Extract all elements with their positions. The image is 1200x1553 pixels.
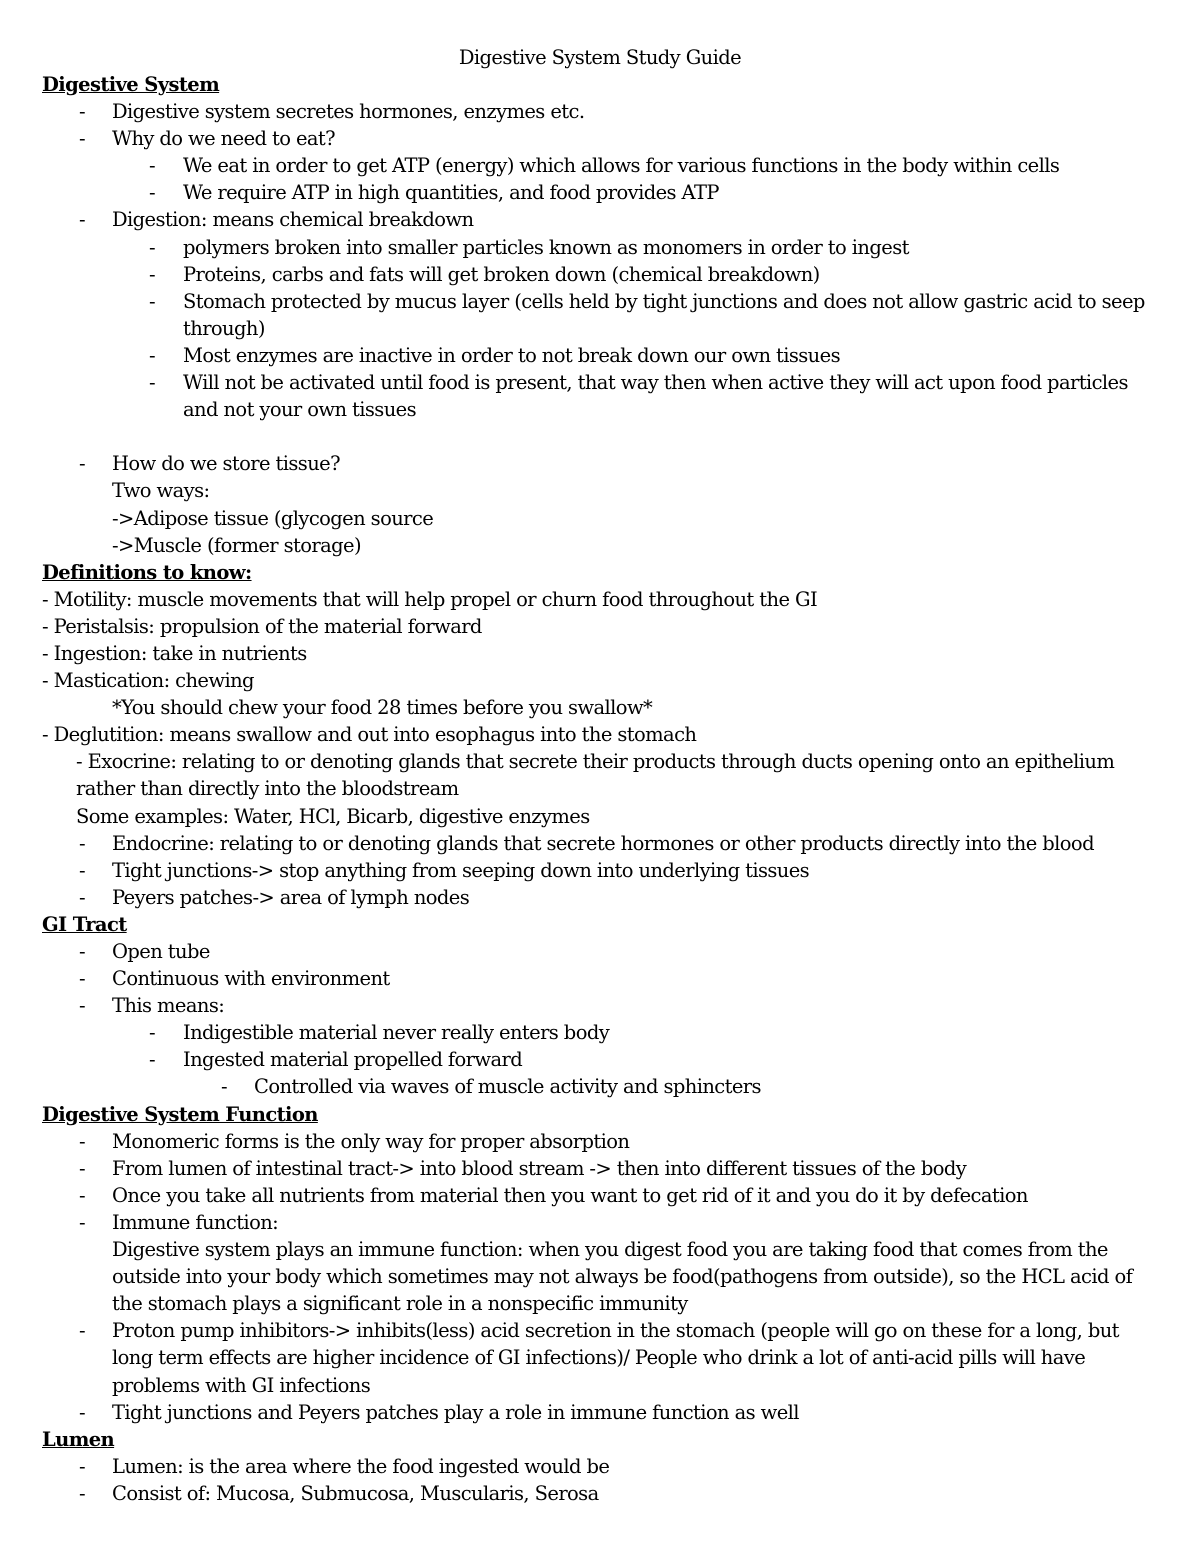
definition-item: - Mastication: chewing	[42, 669, 254, 693]
definition-note: *You should chew your food 28 times before you swallow*	[112, 696, 653, 720]
definition-note: Some examples: Water, HCl, Bicarb, digestive enzymes	[76, 804, 590, 828]
bullet-continuation: Two ways:	[112, 479, 210, 503]
bullet-item: - Digestion: means chemical breakdown	[42, 206, 1167, 233]
definition-item: - Exocrine: relating to or denoting glands that secrete their products through ducts opening onto an epithelium	[76, 750, 1115, 774]
sub-sub-bullet-item: - Controlled via waves of muscle activity and sphincters	[42, 1073, 1167, 1100]
definition-item: - Deglutition: means swallow and out into esophagus into the stomach	[42, 723, 697, 747]
bullet-continuation: ->Adipose tissue (glycogen source	[112, 506, 434, 530]
bullet-continuation: problems with GI infections	[112, 1373, 371, 1397]
sub-bullet-item: - Stomach protected by mucus layer (cells held by tight junctions and does not allow gastric acid to seep	[42, 288, 1167, 315]
document-body	[42, 71, 1167, 1507]
bullet-item: - This means:	[42, 992, 1167, 1019]
section-heading-gi-tract: GI Tract	[42, 912, 127, 936]
section-heading-digestive-system: Digestive System	[42, 73, 220, 96]
definition-item: - Peristalsis: propulsion of the material forward	[42, 614, 482, 638]
sub-bullet-item: - Ingested material propelled forward	[42, 1046, 1167, 1073]
blank-line	[42, 423, 1167, 450]
bullet-item: - Digestive system secretes hormones, enzymes etc.	[42, 98, 1167, 125]
bullet-continuation: ->Muscle (former storage)	[112, 533, 361, 557]
bullet-item: - Continuous with environment	[42, 965, 1167, 992]
bullet-item: - Tight junctions-> stop anything from seeping down into underlying tissues	[42, 857, 1167, 884]
sub-bullet-item: - Will not be activated until food is present, that way then when active they will act upon food particles	[42, 369, 1167, 396]
sub-bullet-item: - We require ATP in high quantities, and food provides ATP	[42, 179, 1167, 206]
definition-continuation: rather than directly into the bloodstream	[76, 777, 459, 801]
definition-item: - Motility: muscle movements that will help propel or churn food throughout the GI	[42, 587, 818, 611]
document-title: Digestive System Study Guide	[458, 46, 742, 69]
bullet-continuation: Digestive system plays an immune function: when you digest food you are taking food that comes from the	[112, 1238, 1108, 1262]
section-heading-lumen: Lumen	[42, 1427, 115, 1451]
bullet-item: - Monomeric forms is the only way for proper absorption	[42, 1128, 1167, 1155]
bullet-continuation: outside into your body which sometimes may not always be food(pathogens from outside), so the HCL acid of	[112, 1265, 1133, 1289]
sub-bullet-item: - Proteins, carbs and fats will get broken down (chemical breakdown)	[42, 261, 1167, 288]
bullet-item: - How do we store tissue?	[42, 450, 1167, 477]
sub-bullet-item: - polymers broken into smaller particles known as monomers in order to ingest	[42, 234, 1167, 261]
sub-bullet-continuation: through)	[183, 316, 265, 340]
sub-bullet-item: - We eat in order to get ATP (energy) which allows for various functions in the body within cells	[42, 152, 1167, 179]
bullet-item: - From lumen of intestinal tract-> into blood stream -> then into different tissues of the body	[42, 1155, 1167, 1182]
sub-bullet-item: - Most enzymes are inactive in order to not break down our own tissues	[42, 342, 1167, 369]
bullet-item: - Peyers patches-> area of lymph nodes	[42, 884, 1167, 911]
bullet-item: - Open tube	[42, 938, 1167, 965]
definition-item: - Ingestion: take in nutrients	[42, 641, 307, 665]
bullet-item: - Consist of: Mucosa, Submucosa, Muscularis, Serosa	[42, 1480, 1167, 1507]
sub-bullet-continuation: and not your own tissues	[183, 398, 417, 422]
section-heading-definitions: Definitions to know:	[42, 560, 252, 584]
bullet-continuation: long term effects are higher incidence of GI infections)/ People who drink a lot of anti-acid pills will have	[112, 1346, 1086, 1370]
bullet-item: - Why do we need to eat?	[42, 125, 1167, 152]
bullet-item: - Proton pump inhibitors-> inhibits(less) acid secretion in the stomach (people will go on these for a long, but	[42, 1317, 1167, 1344]
bullet-item: - Immune function:	[42, 1209, 1167, 1236]
bullet-item: - Lumen: is the area where the food ingested would be	[42, 1453, 1167, 1480]
bullet-item: - Tight junctions and Peyers patches play a role in immune function as well	[42, 1399, 1167, 1426]
section-heading-function: Digestive System Function	[42, 1102, 318, 1126]
bullet-continuation: the stomach plays a significant role in a nonspecific immunity	[112, 1292, 688, 1316]
bullet-item: - Endocrine: relating to or denoting glands that secrete hormones or other products directly into the blood	[42, 830, 1167, 857]
sub-bullet-item: - Indigestible material never really enters body	[42, 1019, 1167, 1046]
bullet-item: - Once you take all nutrients from material then you want to get rid of it and you do it by defecation	[42, 1182, 1167, 1209]
